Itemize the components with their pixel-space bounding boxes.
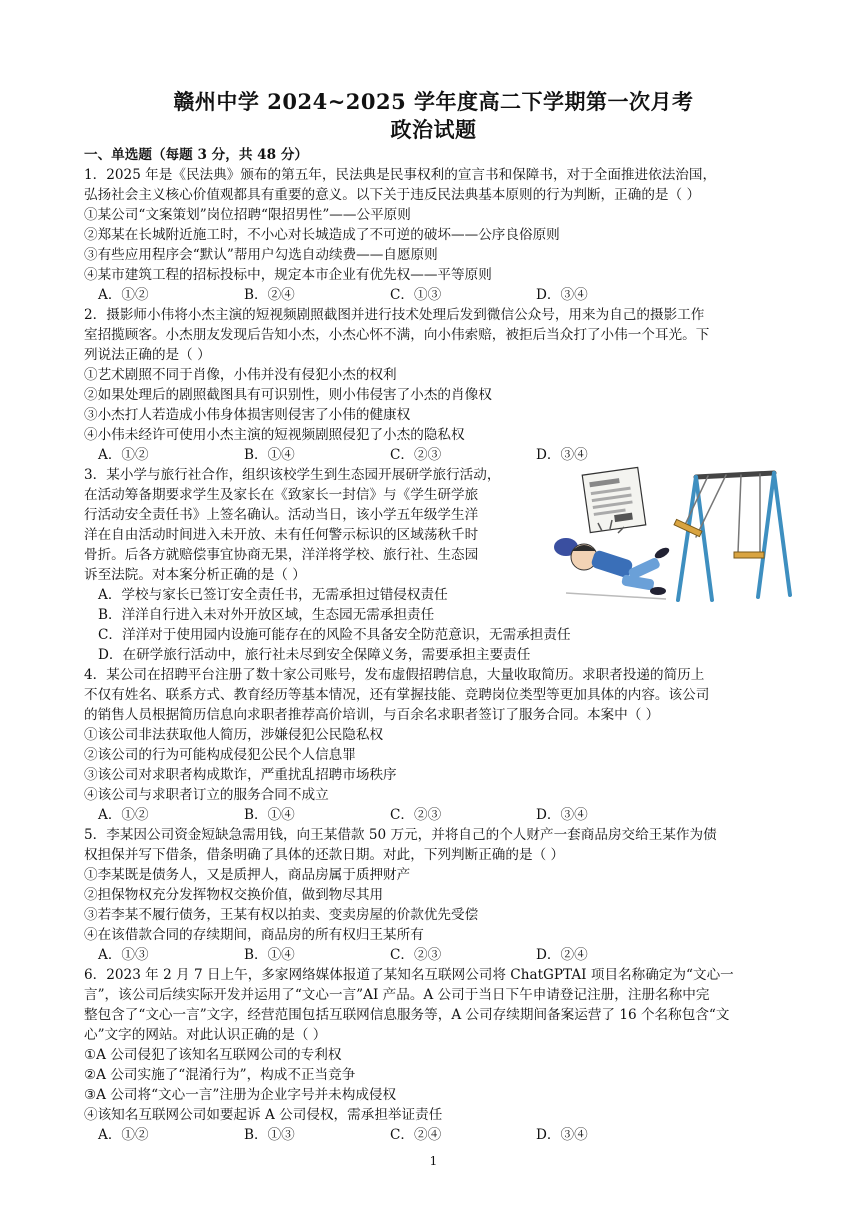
question-stem: 骨折。后各方就赔偿事宜协商无果，洋洋将学校、旅行社、生态园 <box>84 547 479 563</box>
statement: ②如果处理后的剧照截图具有可识别性，则小伟侵害了小杰的肖像权 <box>84 387 492 403</box>
options-row <box>84 805 790 825</box>
question-stem: 4．某公司在招聘平台注册了数十家公司账号，发布虚假招聘信息，大量收取简历。求职者投递的简历上 <box>84 667 705 683</box>
option-d: D．②④ <box>536 947 588 963</box>
statement: ④该公司与求职者订立的服务合同不成立 <box>84 787 329 803</box>
option-c: C．②③ <box>390 807 442 823</box>
question-stem: 洋在自由活动时间进入未开放、未有任何警示标识的区域荡秋千时 <box>84 527 479 543</box>
question-stem: 不仅有姓名、联系方式、教育经历等基本情况，还有掌握技能、竞聘岗位类型等更加具体的内容。该公司 <box>84 687 710 703</box>
statement: ①艺术剧照不同于肖像，小伟并没有侵犯小杰的权利 <box>84 367 397 383</box>
question-2 <box>84 305 790 465</box>
option-a: A．①② <box>98 447 149 463</box>
letter-document-icon <box>582 467 646 532</box>
question-stem: 行活动安全责任书》上签名确认。活动当日，该小学五年级学生洋 <box>84 507 479 523</box>
question-stem: 心”文字的网站。对此认识正确的是（ ） <box>84 1027 327 1043</box>
statement: ④小伟未经许可使用小杰主演的短视频剧照侵犯了小杰的隐私权 <box>84 427 465 443</box>
question-stem: 的销售人员根据简历信息向求职者推荐高价培训，与百余名求职者签订了服务合同。本案中（ ） <box>84 707 660 723</box>
question-stem: 2．摄影师小伟将小杰主演的短视频剧照截图并进行技术处理后发到微信公众号，用来为自己的摄影工作 <box>84 307 705 323</box>
option-b: B．①④ <box>244 447 295 463</box>
options-row <box>84 1125 790 1145</box>
question-stem: 1．2025 年是《民法典》颁布的第五年，民法典是民事权利的宣言书和保障书，对于全面推进依法治国， <box>84 167 717 183</box>
exam-title: 赣州中学 2024~2025 学年度高二下学期第一次月考 <box>173 89 694 114</box>
question-stem: 言”，该公司后续实际开发并运用了“文心一言”AI 产品。A 公司于当日下午申请登记注册，注册名称中完 <box>84 987 710 1003</box>
options-row <box>84 945 790 965</box>
statement: ③A 公司将“文心一言”注册为企业字号并未构成侵权 <box>84 1087 397 1103</box>
swing-frame-icon <box>674 473 790 600</box>
option-d: D．③④ <box>536 447 588 463</box>
statement: ③该公司对求职者构成欺诈，严重扰乱招聘市场秩序 <box>84 767 397 783</box>
statement: ①A 公司侵犯了该知名互联网公司的专利权 <box>84 1047 342 1063</box>
statement: ④在该借款合同的存续期间，商品房的所有权归王某所有 <box>84 927 424 943</box>
options-row <box>84 445 790 465</box>
option-a: A．①③ <box>98 947 149 963</box>
statement: ①该公司非法获取他人简历，涉嫌侵犯公民隐私权 <box>84 727 384 743</box>
option-b: B．②④ <box>244 287 295 303</box>
option-c: C．②④ <box>390 1127 442 1143</box>
option-a: A．①② <box>98 807 149 823</box>
option-a: A．学校与家长已签订安全责任书，无需承担过错侵权责任 <box>98 587 448 603</box>
question-stem: 室招揽顾客。小杰朋友发现后告知小杰，小杰心怀不满，向小伟索赔，被拒后当众打了小伟一个耳光。下 <box>84 327 710 343</box>
options-row <box>84 285 790 305</box>
fallen-child-icon <box>554 520 671 599</box>
option-a: A．①② <box>98 287 149 303</box>
statement: ①李某既是债务人，又是质押人，商品房属于质押财产 <box>84 867 411 883</box>
question-1 <box>84 165 790 305</box>
statement: ③有些应用程序会“默认”帮用户勾选自动续费——自愿原则 <box>84 247 438 263</box>
question-5 <box>84 825 790 965</box>
option-c: C．①③ <box>390 287 442 303</box>
option-c: C．洋洋对于使用园内设施可能存在的风险不具备安全防范意识，无需承担责任 <box>98 627 571 643</box>
question-stem: 弘扬社会主义核心价值观都具有重要的意义。以下关于违反民法典基本原则的行为判断，正确的是（ ） <box>84 187 701 203</box>
option-a: A．①② <box>98 1127 149 1143</box>
page-number: 1 <box>429 1154 438 1168</box>
question-stem: 在活动筹备期要求学生及家长在《致家长一封信》与《学生研学旅 <box>84 487 479 503</box>
option-c: C．②③ <box>390 447 442 463</box>
question-6 <box>84 965 790 1145</box>
statement: ②担保物权充分发挥物权交换价值，做到物尽其用 <box>84 887 384 903</box>
question-stem: 5．李某因公司资金短缺急需用钱，向王某借款 50 万元，并将自己的个人财产一套商品房交给王某作为债 <box>84 827 717 843</box>
question-stem: 3．某小学与旅行社合作，组织该校学生到生态园开展研学旅行活动， <box>84 467 501 483</box>
option-b: B．①③ <box>244 1127 295 1143</box>
question-stem: 权担保并写下借条，借条明确了具体的还款日期。对此，下列判断正确的是（ ） <box>84 847 565 863</box>
question-stem: 整包含了“文心一言”文字，经营范围包括互联网信息服务等，A 公司存续期间备案运营了 16 个名称包含“文 <box>84 1007 730 1023</box>
option-b: B．①④ <box>244 807 295 823</box>
exam-subtitle: 政治试题 <box>390 117 477 142</box>
option-c: C．②③ <box>390 947 442 963</box>
statement: ②郑某在长城附近施工时，不小心对长城造成了不可逆的破坏——公序良俗原则 <box>84 227 560 243</box>
section-heading: 一、单选题（每题 3 分，共 48 分） <box>84 147 309 163</box>
statement: ④某市建筑工程的招标投标中，规定本市企业有优先权——平等原则 <box>84 267 492 283</box>
statement: ③若李某不履行债务，王某有权以拍卖、变卖房屋的价款优先受偿 <box>84 907 479 923</box>
statement: ④该知名互联网公司如要起诉 A 公司侵权，需承担举证责任 <box>84 1107 443 1123</box>
option-d: D．③④ <box>536 1127 588 1143</box>
question-stem: 诉至法院。对本案分析正确的是（ ） <box>84 567 306 583</box>
statement: ②A 公司实施了“混淆行为”，构成不正当竞争 <box>84 1067 356 1083</box>
swing-accident-illustration <box>546 465 796 615</box>
statement: ①某公司“文案策划”岗位招聘“限招男性”——公平原则 <box>84 207 411 223</box>
option-d: D．③④ <box>536 807 588 823</box>
option-d: D．③④ <box>536 287 588 303</box>
statement: ③小杰打人若造成小伟身体损害则侵害了小伟的健康权 <box>84 407 411 423</box>
option-b: B．①④ <box>244 947 295 963</box>
question-3-text <box>84 465 536 585</box>
question-3 <box>84 465 790 665</box>
question-4 <box>84 665 790 825</box>
statement: ②该公司的行为可能构成侵犯公民个人信息罪 <box>84 747 356 763</box>
option-d: D．在研学旅行活动中，旅行社未尽到安全保障义务，需要承担主要责任 <box>98 647 531 663</box>
question-stem: 6．2023 年 2 月 7 日上午，多家网络媒体报道了某知名互联网公司将 ChatGPTAI 项目名称确定为“文心一 <box>84 967 734 983</box>
option-b: B．洋洋自行进入未对外开放区域，生态园无需承担责任 <box>98 607 435 623</box>
question-stem: 列说法正确的是（ ） <box>84 347 211 363</box>
exam-content <box>84 145 790 1145</box>
